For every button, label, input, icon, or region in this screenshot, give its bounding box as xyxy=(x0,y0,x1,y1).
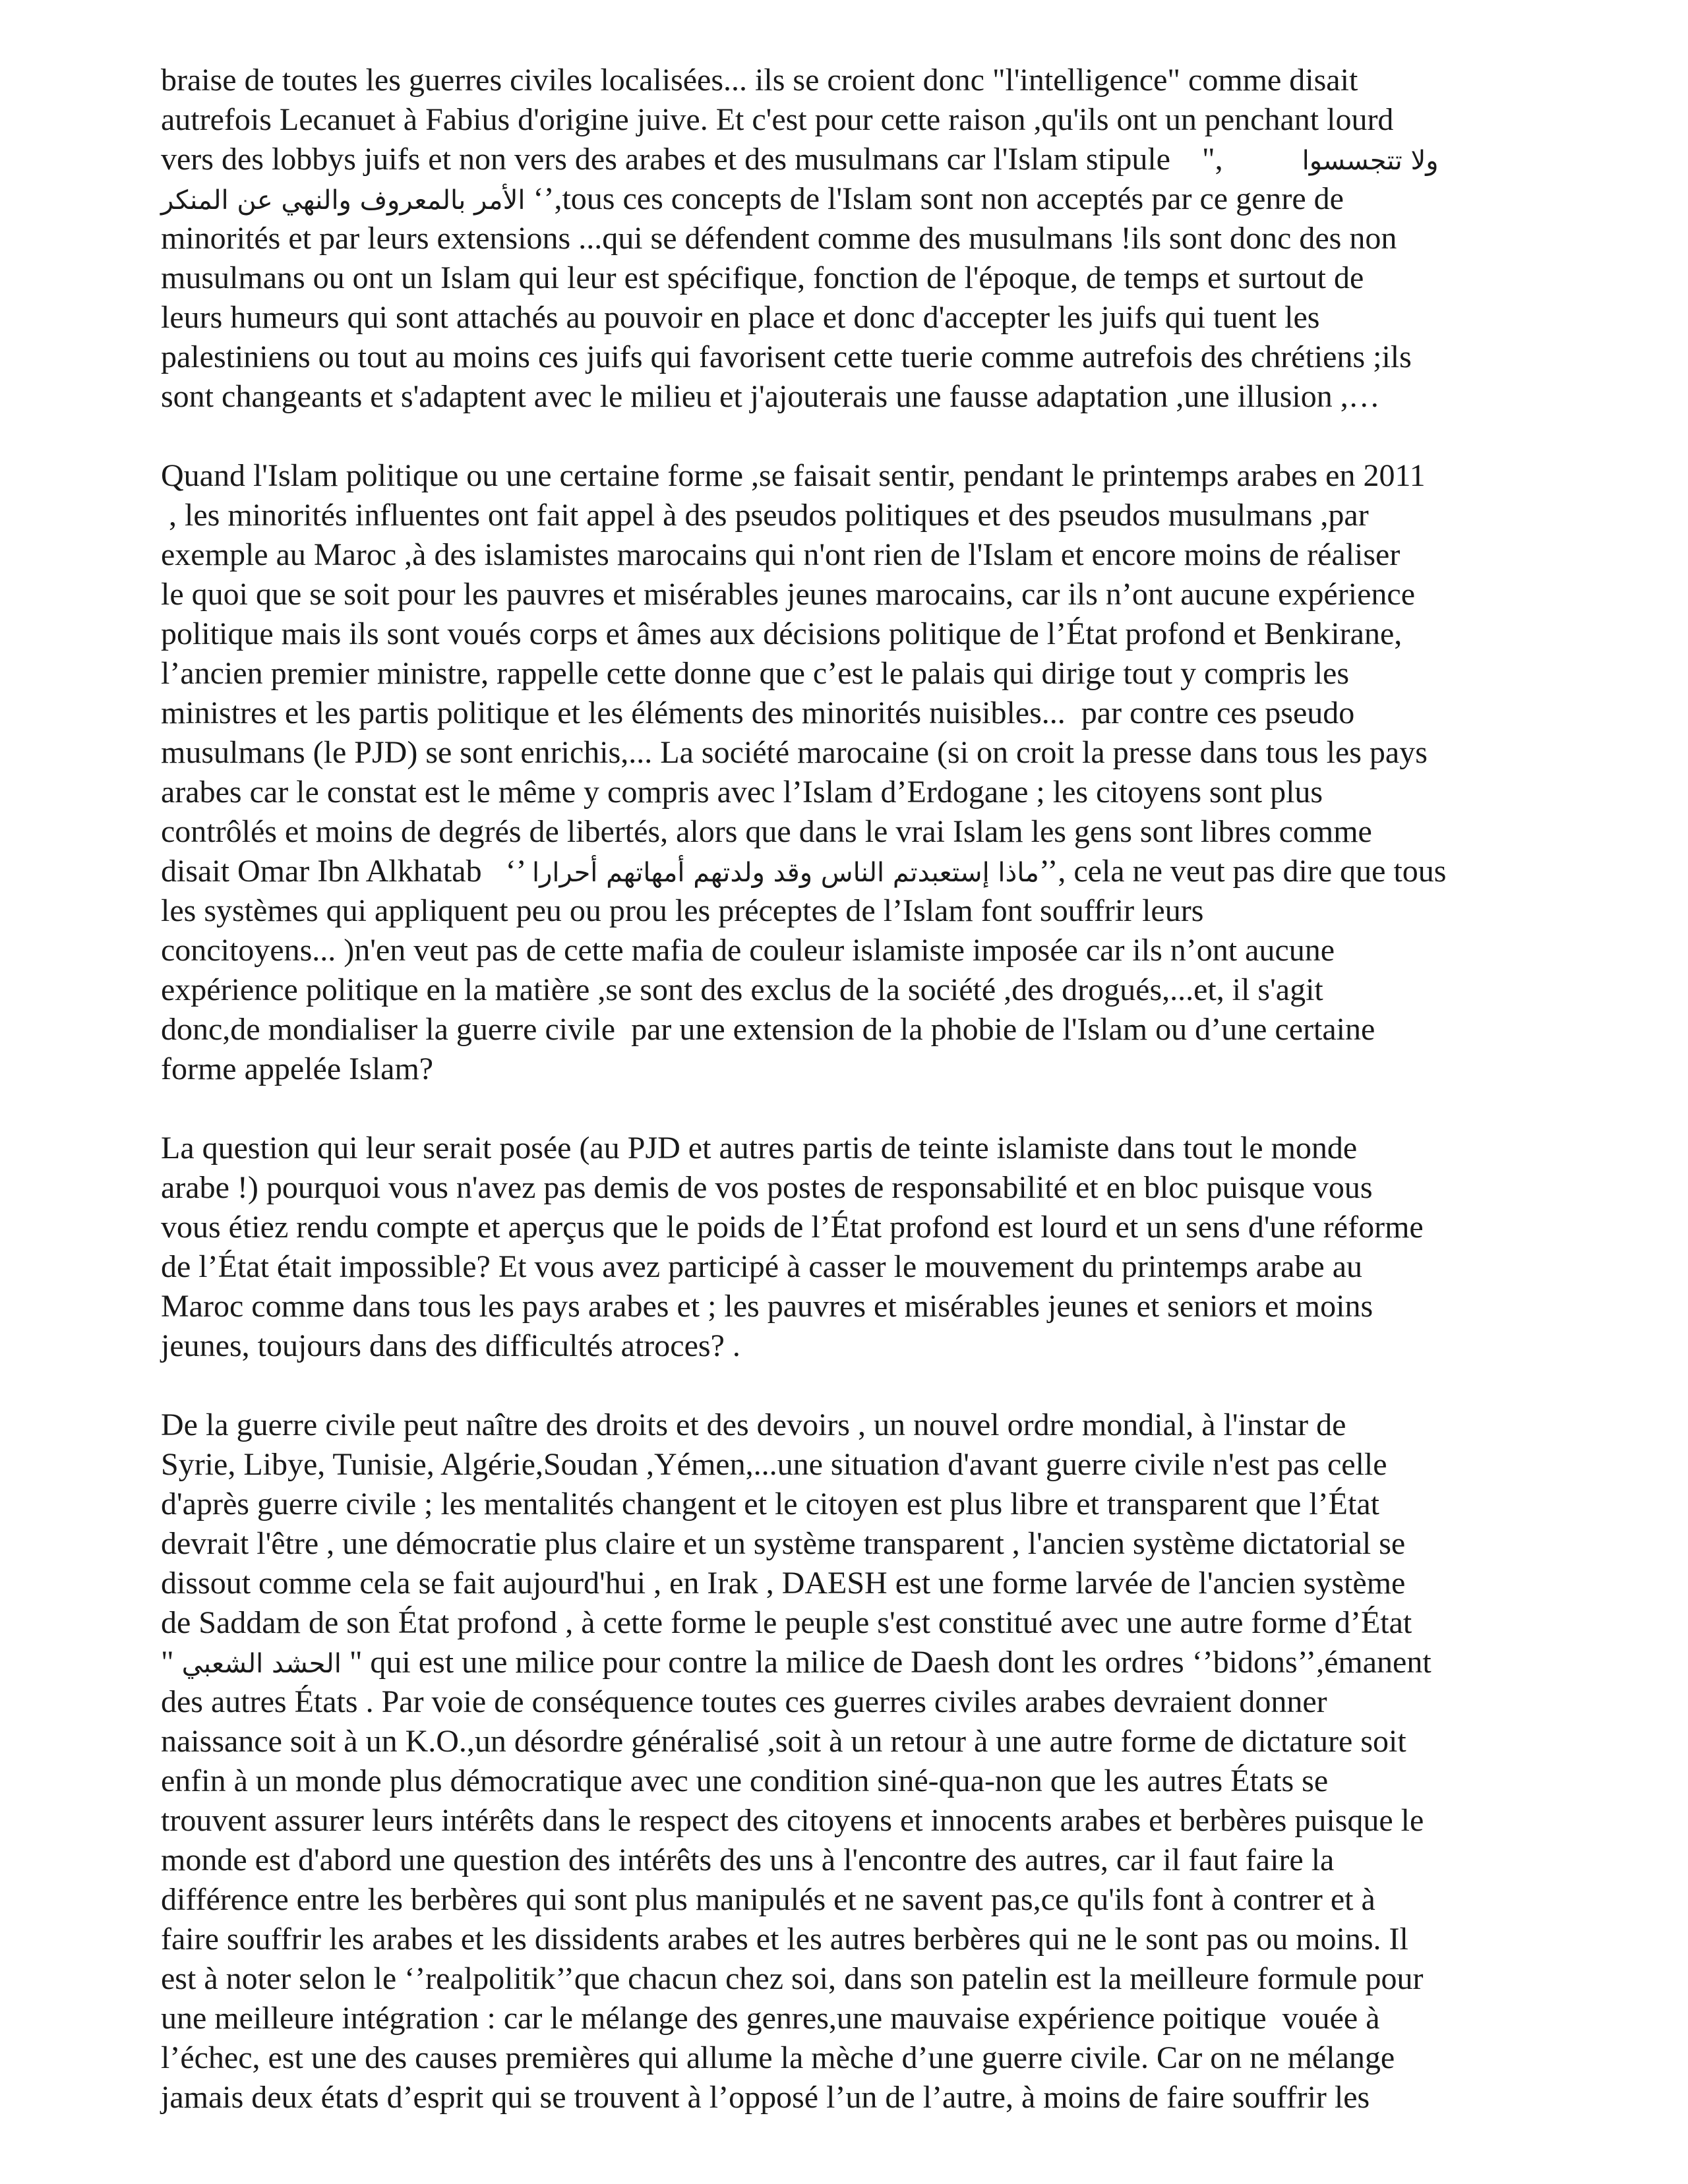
line-text: enfin à un monde plus démocratique avec une condition siné-qua-non que les autres États se xyxy=(161,1763,1329,1798)
text-line xyxy=(161,1722,1546,1761)
line-text: jamais deux états d’esprit qui se trouvent à l’opposé l’un de l’autre, à moins de faire souffrir les xyxy=(161,2080,1370,2115)
text-line xyxy=(161,1049,1546,1089)
text-line xyxy=(161,1524,1546,1564)
text-line xyxy=(161,535,1546,575)
document-page xyxy=(161,61,1546,2117)
text-line xyxy=(161,1603,1546,1643)
text-line xyxy=(161,1564,1546,1603)
line-text: expérience politique en la matière ,se sont des exclus de la société ,des drogués,...et, il s'agit xyxy=(161,972,1323,1007)
line-text: arabes car le constat est le même y compris avec l’Islam d’Erdogane ; les citoyens sont plus xyxy=(161,775,1323,810)
line-text: " xyxy=(161,1645,182,1680)
text-line xyxy=(161,970,1546,1010)
text-line xyxy=(161,733,1546,773)
line-text: Quand l'Islam politique ou une certaine forme ,se faisait sentir, pendant le printemps arabes en 2011 xyxy=(161,458,1426,493)
line-text-after: ’’, cela ne veut pas dire que tous xyxy=(1039,854,1447,889)
line-text: arabe !) pourquoi vous n'avez pas demis de vos postes de responsabilité et en bloc puisque vous xyxy=(161,1170,1373,1205)
line-text: devrait l'être , une démocratie plus claire et un système transparent , l'ancien système dictatorial se xyxy=(161,1526,1406,1561)
paragraph xyxy=(161,1405,1546,2117)
line-text: une meilleure intégration : car le mélange des genres,une mauvaise expérience poitique vouée à xyxy=(161,2001,1380,2036)
line-text: faire souffrir les arabes et les dissidents arabes et les autres berbères qui ne le sont pas ou moins. Il xyxy=(161,1922,1408,1957)
text-line xyxy=(161,812,1546,852)
line-text: vers des lobbys juifs et non vers des arabes et des musulmans car l'Islam stipule ", xyxy=(161,142,1223,177)
text-line xyxy=(161,298,1546,338)
line-text: monde est d'abord une question des intérêts des uns à l'encontre des autres, car il faut faire la xyxy=(161,1843,1335,1877)
text-line xyxy=(161,140,1546,179)
line-text: leurs humeurs qui sont attachés au pouvoir en place et donc d'accepter les juifs qui tuent les xyxy=(161,300,1320,335)
line-text: concitoyens... )n'en veut pas de cette mafia de couleur islamiste imposée car ils n’ont aucune xyxy=(161,933,1335,968)
text-line xyxy=(161,2038,1546,2078)
text-line xyxy=(161,496,1546,535)
text-line xyxy=(161,575,1546,614)
text-line xyxy=(161,1247,1546,1287)
line-text: musulmans (le PJD) se sont enrichis,... La société marocaine (si on croit la presse dans tous les pays xyxy=(161,735,1428,770)
line-text: différence entre les berbères qui sont plus manipulés et ne savent pas,ce qu'ils font à contrer et à xyxy=(161,1882,1375,1917)
text-line xyxy=(161,694,1546,733)
line-text: disait Omar Ibn Alkhatab ‘’ xyxy=(161,854,532,889)
text-line xyxy=(161,1485,1546,1524)
arabic-quote: الحشد الشعبي xyxy=(181,1649,342,1679)
text-line xyxy=(161,1920,1546,1959)
text-line xyxy=(161,1682,1546,1722)
text-line xyxy=(161,1880,1546,1920)
line-text: vous étiez rendu compte et aperçus que le poids de l’État profond est lourd et un sens d'une réforme xyxy=(161,1210,1424,1245)
arabic-quote: ولا تتجسسوا xyxy=(1302,146,1439,176)
line-text: politique mais ils sont voués corps et âmes aux décisions politique de l’État profond et Benkirane, xyxy=(161,616,1402,651)
text-line xyxy=(161,61,1546,100)
line-text: braise de toutes les guerres civiles localisées... ils se croient donc "l'intelligence" comme disait xyxy=(161,63,1358,98)
text-line xyxy=(161,654,1546,694)
line-text: exemple au Maroc ,à des islamistes marocains qui n'ont rien de l'Islam et encore moins de réaliser xyxy=(161,537,1401,572)
text-line xyxy=(161,1999,1546,2038)
text-line xyxy=(161,456,1546,496)
text-line xyxy=(161,2078,1546,2117)
line-text: musulmans ou ont un Islam qui leur est spécifique, fonction de l'époque, de temps et surtout de xyxy=(161,260,1364,295)
text-line xyxy=(161,1326,1546,1366)
line-text: Maroc comme dans tous les pays arabes et ; les pauvres et misérables jeunes et seniors et moins xyxy=(161,1289,1373,1324)
line-text: De la guerre civile peut naître des droits et des devoirs , un nouvel ordre mondial, à l'instar de xyxy=(161,1407,1346,1442)
line-text: l’ancien premier ministre, rappelle cette donne que c’est le palais qui dirige tout y compris les xyxy=(161,656,1350,691)
text-line xyxy=(161,338,1546,377)
line-text: des autres États . Par voie de conséquence toutes ces guerres civiles arabes devraient donner xyxy=(161,1684,1327,1719)
text-line xyxy=(161,1959,1546,1999)
text-line xyxy=(161,1643,1546,1682)
line-text: donc,de mondialiser la guerre civile par une extension de la phobie de l'Islam ou d’une certaine xyxy=(161,1012,1375,1047)
arabic-quote: الأمر بالمعروف والنهي عن المنكر xyxy=(161,185,526,216)
line-text: minorités et par leurs extensions ...qui se défendent comme des musulmans !ils sont donc des non xyxy=(161,221,1397,256)
text-line xyxy=(161,1405,1546,1445)
line-text: sont changeants et s'adaptent avec le milieu et j'ajouterais une fausse adaptation ,une illusion ,… xyxy=(161,379,1380,414)
line-text: autrefois Lecanuet à Fabius d'origine juive. Et c'est pour cette raison ,qu'ils ont un penchant lourd xyxy=(161,102,1394,137)
line-text: La question qui leur serait posée (au PJD et autres partis de teinte islamiste dans tout le monde xyxy=(161,1131,1358,1166)
text-line xyxy=(161,852,1546,891)
line-text: forme appelée Islam? xyxy=(161,1051,434,1086)
line-text: trouvent assurer leurs intérêts dans le respect des citoyens et innocents arabes et berbères puisque le xyxy=(161,1803,1424,1838)
line-text: Syrie, Libye, Tunisie, Algérie,Soudan ,Yémen,...une situation d'avant guerre civile n'est pas celle xyxy=(161,1447,1387,1482)
text-line xyxy=(161,1129,1546,1168)
text-line xyxy=(161,100,1546,140)
text-line xyxy=(161,1010,1546,1049)
paragraph xyxy=(161,61,1546,417)
line-text: ministres et les partis politique et les éléments des minorités nuisibles... par contre ces pseudo xyxy=(161,695,1355,730)
text-line xyxy=(161,931,1546,970)
line-text: de l’État était impossible? Et vous avez participé à casser le mouvement du printemps arabe au xyxy=(161,1249,1363,1284)
line-text-after: " qui est une milice pour contre la milice de Daesh dont les ordres ‘’bidons’’,émanent xyxy=(341,1645,1432,1680)
text-line xyxy=(161,1801,1546,1841)
text-line xyxy=(161,179,1546,219)
line-text: contrôlés et moins de degrés de libertés, alors que dans le vrai Islam les gens sont libres comme xyxy=(161,814,1372,849)
text-line xyxy=(161,377,1546,417)
text-line xyxy=(161,219,1546,258)
line-text: l’échec, est une des causes premières qui allume la mèche d’une guerre civile. Car on ne mélange xyxy=(161,2040,1395,2075)
line-text: dissout comme cela se fait aujourd'hui , en Irak , DAESH est une forme larvée de l'ancien système xyxy=(161,1566,1406,1601)
line-text: est à noter selon le ‘’realpolitik’’que chacun chez soi, dans son patelin est la meilleure formule pour xyxy=(161,1961,1424,1996)
text-line xyxy=(161,773,1546,812)
paragraph xyxy=(161,1129,1546,1366)
arabic-quote: ماذا إستعبدتم الناس وقد ولدتهم أمهاتهم أحرارا xyxy=(531,858,1039,888)
text-line xyxy=(161,1761,1546,1801)
line-text: le quoi que se soit pour les pauvres et misérables jeunes marocains, car ils n’ont aucune expérience xyxy=(161,577,1415,612)
text-line xyxy=(161,1287,1546,1326)
paragraph xyxy=(161,456,1546,1089)
text-line xyxy=(161,614,1546,654)
line-text: palestiniens ou tout au moins ces juifs qui favorisent cette tuerie comme autrefois des chrétiens ;ils xyxy=(161,339,1412,374)
text-line xyxy=(161,1445,1546,1485)
line-text: , les minorités influentes ont fait appel à des pseudos politiques et des pseudos musulmans ,par xyxy=(161,498,1369,533)
text-line xyxy=(161,1168,1546,1208)
line-text-after: ‘’,tous ces concepts de l'Islam sont non acceptés par ce genre de xyxy=(525,181,1344,216)
text-line xyxy=(161,1841,1546,1880)
text-line xyxy=(161,1208,1546,1247)
line-text: d'après guerre civile ; les mentalités changent et le citoyen est plus libre et transparent que l’État xyxy=(161,1487,1379,1521)
line-text: de Saddam de son État profond , à cette forme le peuple s'est constitué avec une autre forme d’État xyxy=(161,1605,1412,1640)
line-text: les systèmes qui appliquent peu ou prou les préceptes de l’Islam font souffrir leurs xyxy=(161,893,1204,928)
line-text: naissance soit à un K.O.,un désordre généralisé ,soit à un retour à une autre forme de dictature soit xyxy=(161,1724,1406,1759)
text-line xyxy=(161,891,1546,931)
text-line xyxy=(161,258,1546,298)
line-text: jeunes, toujours dans des difficultés atroces? . xyxy=(161,1328,740,1363)
